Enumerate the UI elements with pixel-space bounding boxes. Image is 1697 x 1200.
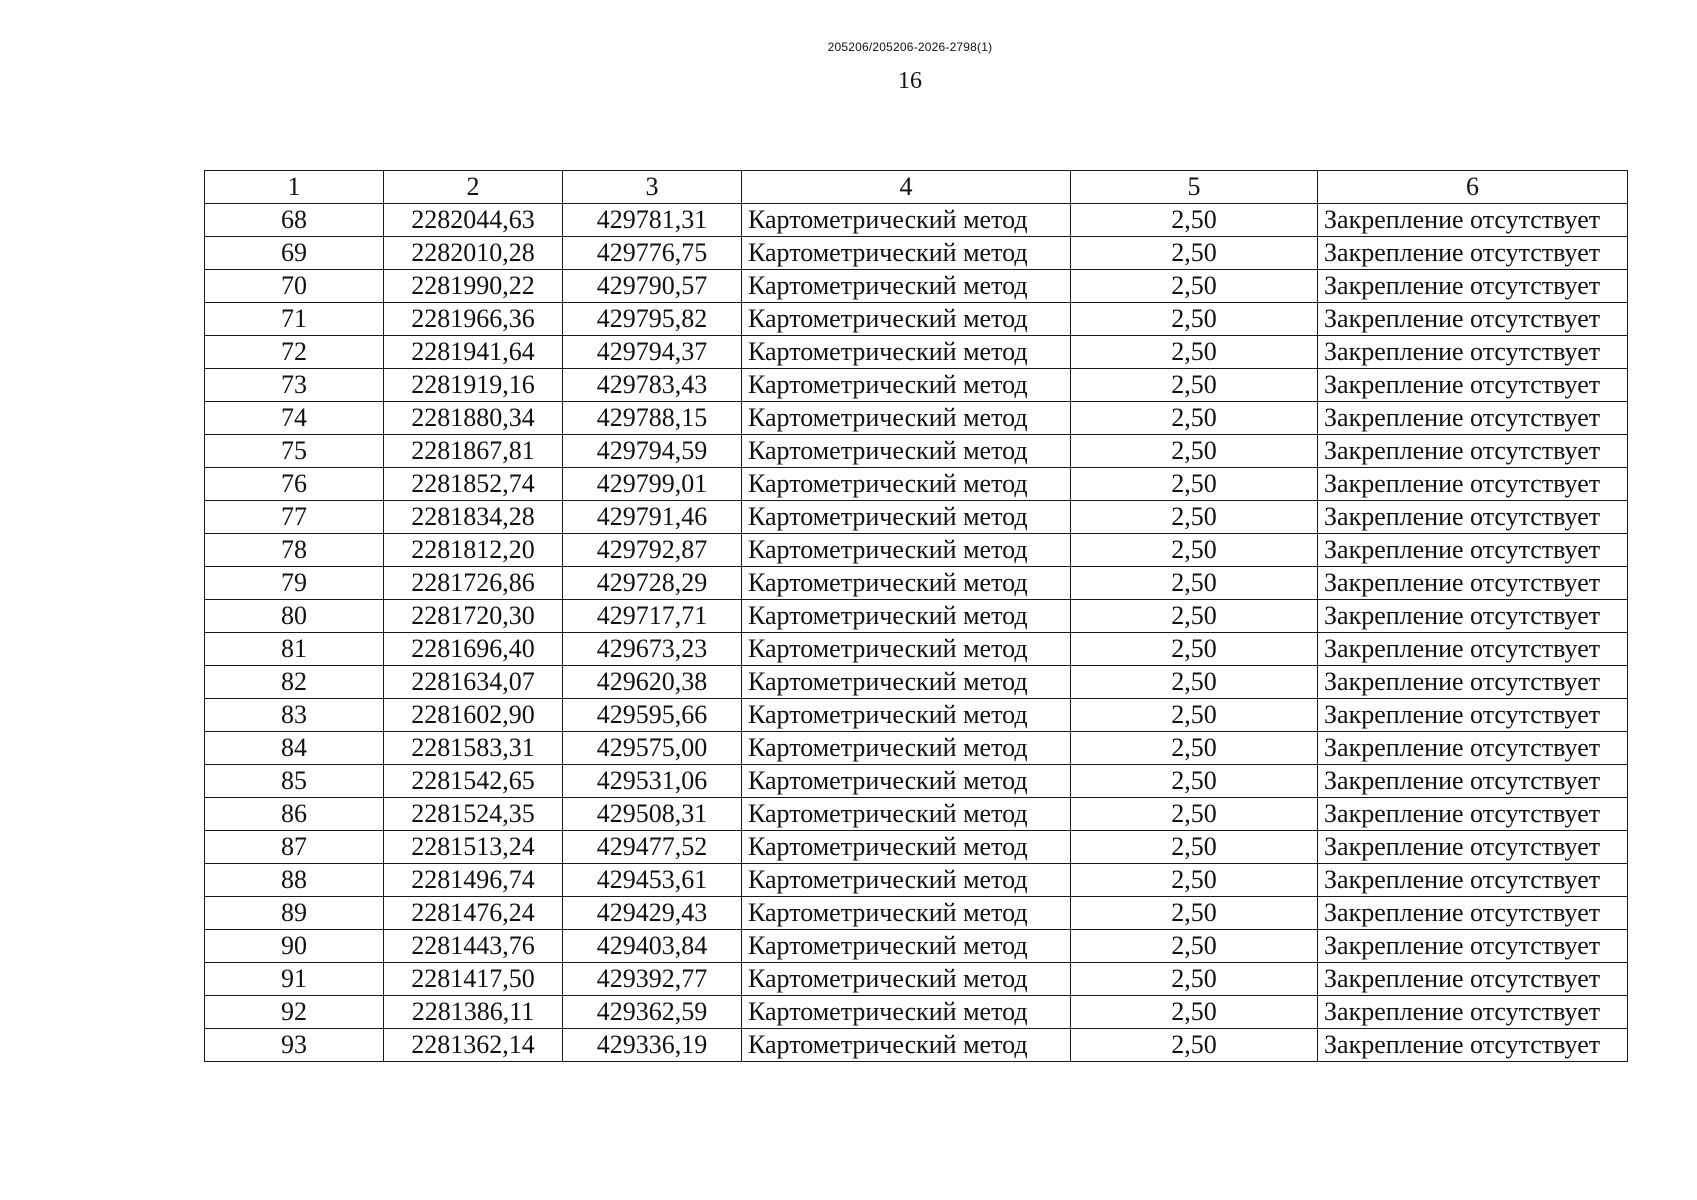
point-number-cell: 71 [205, 303, 384, 336]
x-coordinate-cell: 2281542,65 [384, 765, 563, 798]
y-coordinate-cell: 429795,82 [563, 303, 742, 336]
point-number-cell: 82 [205, 666, 384, 699]
accuracy-cell: 2,50 [1071, 1029, 1318, 1062]
table-row [205, 666, 1628, 699]
y-coordinate-cell: 429336,19 [563, 1029, 742, 1062]
accuracy-cell: 2,50 [1071, 798, 1318, 831]
method-cell: Картометрический метод [742, 270, 1071, 303]
point-number-cell: 88 [205, 864, 384, 897]
point-number-cell: 78 [205, 534, 384, 567]
x-coordinate-cell: 2281880,34 [384, 402, 563, 435]
accuracy-cell: 2,50 [1071, 336, 1318, 369]
fixing-description-cell: Закрепление отсутствует [1318, 369, 1628, 402]
accuracy-cell: 2,50 [1071, 468, 1318, 501]
table-row [205, 204, 1628, 237]
fixing-description-cell: Закрепление отсутствует [1318, 303, 1628, 336]
document-id: 205206/205206-2026-2798(1) [827, 40, 993, 54]
method-cell: Картометрический метод [742, 930, 1071, 963]
fixing-description-cell: Закрепление отсутствует [1318, 402, 1628, 435]
x-coordinate-cell: 2281362,14 [384, 1029, 563, 1062]
method-cell: Картометрический метод [742, 501, 1071, 534]
accuracy-cell: 2,50 [1071, 996, 1318, 1029]
method-cell: Картометрический метод [742, 468, 1071, 501]
fixing-description-cell: Закрепление отсутствует [1318, 567, 1628, 600]
method-cell: Картометрический метод [742, 864, 1071, 897]
fixing-description-cell: Закрепление отсутствует [1318, 897, 1628, 930]
method-cell: Картометрический метод [742, 963, 1071, 996]
method-cell: Картометрический метод [742, 666, 1071, 699]
point-number-cell: 93 [205, 1029, 384, 1062]
y-coordinate-cell: 429508,31 [563, 798, 742, 831]
x-coordinate-cell: 2281812,20 [384, 534, 563, 567]
table-row [205, 468, 1628, 501]
x-coordinate-cell: 2281834,28 [384, 501, 563, 534]
table-row [205, 633, 1628, 666]
fixing-description-cell: Закрепление отсутствует [1318, 996, 1628, 1029]
y-coordinate-cell: 429776,75 [563, 237, 742, 270]
y-coordinate-cell: 429790,57 [563, 270, 742, 303]
fixing-description-cell: Закрепление отсутствует [1318, 270, 1628, 303]
table-row [205, 831, 1628, 864]
x-coordinate-cell: 2281867,81 [384, 435, 563, 468]
accuracy-cell: 2,50 [1071, 567, 1318, 600]
x-coordinate-cell: 2282044,63 [384, 204, 563, 237]
fixing-description-cell: Закрепление отсутствует [1318, 765, 1628, 798]
method-cell: Картометрический метод [742, 897, 1071, 930]
accuracy-cell: 2,50 [1071, 204, 1318, 237]
fixing-description-cell: Закрепление отсутствует [1318, 732, 1628, 765]
y-coordinate-cell: 429794,59 [563, 435, 742, 468]
column-header: 3 [563, 171, 742, 204]
point-number-cell: 90 [205, 930, 384, 963]
table-row [205, 435, 1628, 468]
table-row [205, 336, 1628, 369]
method-cell: Картометрический метод [742, 996, 1071, 1029]
fixing-description-cell: Закрепление отсутствует [1318, 237, 1628, 270]
y-coordinate-cell: 429791,46 [563, 501, 742, 534]
point-number-cell: 83 [205, 699, 384, 732]
fixing-description-cell: Закрепление отсутствует [1318, 798, 1628, 831]
fixing-description-cell: Закрепление отсутствует [1318, 336, 1628, 369]
y-coordinate-cell: 429728,29 [563, 567, 742, 600]
method-cell: Картометрический метод [742, 369, 1071, 402]
y-coordinate-cell: 429788,15 [563, 402, 742, 435]
x-coordinate-cell: 2281386,11 [384, 996, 563, 1029]
point-number-cell: 70 [205, 270, 384, 303]
point-number-cell: 87 [205, 831, 384, 864]
table-row [205, 402, 1628, 435]
fixing-description-cell: Закрепление отсутствует [1318, 204, 1628, 237]
fixing-description-cell: Закрепление отсутствует [1318, 435, 1628, 468]
method-cell: Картометрический метод [742, 831, 1071, 864]
column-header: 5 [1071, 171, 1318, 204]
x-coordinate-cell: 2281634,07 [384, 666, 563, 699]
point-number-cell: 75 [205, 435, 384, 468]
accuracy-cell: 2,50 [1071, 402, 1318, 435]
x-coordinate-cell: 2281476,24 [384, 897, 563, 930]
column-header: 6 [1318, 171, 1628, 204]
method-cell: Картометрический метод [742, 1029, 1071, 1062]
table-row [205, 996, 1628, 1029]
method-cell: Картометрический метод [742, 798, 1071, 831]
table-row [205, 963, 1628, 996]
method-cell: Картометрический метод [742, 336, 1071, 369]
x-coordinate-cell: 2281513,24 [384, 831, 563, 864]
point-number-cell: 80 [205, 600, 384, 633]
accuracy-cell: 2,50 [1071, 831, 1318, 864]
table-row [205, 1029, 1628, 1062]
table-row [205, 798, 1628, 831]
x-coordinate-cell: 2281919,16 [384, 369, 563, 402]
y-coordinate-cell: 429403,84 [563, 930, 742, 963]
method-cell: Картометрический метод [742, 600, 1071, 633]
table-row [205, 930, 1628, 963]
y-coordinate-cell: 429799,01 [563, 468, 742, 501]
accuracy-cell: 2,50 [1071, 633, 1318, 666]
accuracy-cell: 2,50 [1071, 666, 1318, 699]
y-coordinate-cell: 429575,00 [563, 732, 742, 765]
x-coordinate-cell: 2281720,30 [384, 600, 563, 633]
accuracy-cell: 2,50 [1071, 930, 1318, 963]
y-coordinate-cell: 429392,77 [563, 963, 742, 996]
accuracy-cell: 2,50 [1071, 435, 1318, 468]
y-coordinate-cell: 429453,61 [563, 864, 742, 897]
point-number-cell: 86 [205, 798, 384, 831]
table-row [205, 699, 1628, 732]
method-cell: Картометрический метод [742, 303, 1071, 336]
accuracy-cell: 2,50 [1071, 270, 1318, 303]
y-coordinate-cell: 429781,31 [563, 204, 742, 237]
method-cell: Картометрический метод [742, 633, 1071, 666]
method-cell: Картометрический метод [742, 402, 1071, 435]
x-coordinate-cell: 2281443,76 [384, 930, 563, 963]
fixing-description-cell: Закрепление отсутствует [1318, 501, 1628, 534]
accuracy-cell: 2,50 [1071, 369, 1318, 402]
method-cell: Картометрический метод [742, 237, 1071, 270]
accuracy-cell: 2,50 [1071, 963, 1318, 996]
y-coordinate-cell: 429673,23 [563, 633, 742, 666]
table-row [205, 567, 1628, 600]
table-header-row [205, 171, 1628, 204]
table-row [205, 897, 1628, 930]
point-number-cell: 77 [205, 501, 384, 534]
accuracy-cell: 2,50 [1071, 732, 1318, 765]
y-coordinate-cell: 429620,38 [563, 666, 742, 699]
point-number-cell: 74 [205, 402, 384, 435]
accuracy-cell: 2,50 [1071, 699, 1318, 732]
table-row [205, 600, 1628, 633]
fixing-description-cell: Закрепление отсутствует [1318, 666, 1628, 699]
point-number-cell: 73 [205, 369, 384, 402]
x-coordinate-cell: 2281602,90 [384, 699, 563, 732]
column-header: 4 [742, 171, 1071, 204]
accuracy-cell: 2,50 [1071, 534, 1318, 567]
y-coordinate-cell: 429717,71 [563, 600, 742, 633]
method-cell: Картометрический метод [742, 765, 1071, 798]
x-coordinate-cell: 2281417,50 [384, 963, 563, 996]
method-cell: Картометрический метод [742, 435, 1071, 468]
method-cell: Картометрический метод [742, 567, 1071, 600]
table-row [205, 765, 1628, 798]
y-coordinate-cell: 429792,87 [563, 534, 742, 567]
fixing-description-cell: Закрепление отсутствует [1318, 831, 1628, 864]
fixing-description-cell: Закрепление отсутствует [1318, 468, 1628, 501]
point-number-cell: 81 [205, 633, 384, 666]
point-number-cell: 79 [205, 567, 384, 600]
accuracy-cell: 2,50 [1071, 303, 1318, 336]
point-number-cell: 92 [205, 996, 384, 1029]
point-number-cell: 72 [205, 336, 384, 369]
y-coordinate-cell: 429531,06 [563, 765, 742, 798]
accuracy-cell: 2,50 [1071, 897, 1318, 930]
table-row [205, 864, 1628, 897]
table-row [205, 732, 1628, 765]
x-coordinate-cell: 2281524,35 [384, 798, 563, 831]
x-coordinate-cell: 2281852,74 [384, 468, 563, 501]
x-coordinate-cell: 2281990,22 [384, 270, 563, 303]
accuracy-cell: 2,50 [1071, 501, 1318, 534]
accuracy-cell: 2,50 [1071, 864, 1318, 897]
fixing-description-cell: Закрепление отсутствует [1318, 534, 1628, 567]
table-row [205, 501, 1628, 534]
point-number-cell: 89 [205, 897, 384, 930]
x-coordinate-cell: 2281966,36 [384, 303, 563, 336]
x-coordinate-cell: 2281496,74 [384, 864, 563, 897]
accuracy-cell: 2,50 [1071, 600, 1318, 633]
fixing-description-cell: Закрепление отсутствует [1318, 930, 1628, 963]
point-number-cell: 69 [205, 237, 384, 270]
fixing-description-cell: Закрепление отсутствует [1318, 633, 1628, 666]
fixing-description-cell: Закрепление отсутствует [1318, 600, 1628, 633]
coordinates-table [204, 170, 1628, 1062]
x-coordinate-cell: 2281696,40 [384, 633, 563, 666]
accuracy-cell: 2,50 [1071, 765, 1318, 798]
y-coordinate-cell: 429362,59 [563, 996, 742, 1029]
page-number: 16 [898, 68, 922, 94]
y-coordinate-cell: 429794,37 [563, 336, 742, 369]
x-coordinate-cell: 2281941,64 [384, 336, 563, 369]
fixing-description-cell: Закрепление отсутствует [1318, 963, 1628, 996]
accuracy-cell: 2,50 [1071, 237, 1318, 270]
table-row [205, 303, 1628, 336]
point-number-cell: 76 [205, 468, 384, 501]
point-number-cell: 91 [205, 963, 384, 996]
column-header: 2 [384, 171, 563, 204]
method-cell: Картометрический метод [742, 732, 1071, 765]
fixing-description-cell: Закрепление отсутствует [1318, 864, 1628, 897]
method-cell: Картометрический метод [742, 204, 1071, 237]
method-cell: Картометрический метод [742, 699, 1071, 732]
table-row [205, 270, 1628, 303]
point-number-cell: 84 [205, 732, 384, 765]
method-cell: Картометрический метод [742, 534, 1071, 567]
table-row [205, 237, 1628, 270]
fixing-description-cell: Закрепление отсутствует [1318, 1029, 1628, 1062]
table-row [205, 534, 1628, 567]
point-number-cell: 68 [205, 204, 384, 237]
x-coordinate-cell: 2281583,31 [384, 732, 563, 765]
y-coordinate-cell: 429595,66 [563, 699, 742, 732]
y-coordinate-cell: 429783,43 [563, 369, 742, 402]
table-row [205, 369, 1628, 402]
x-coordinate-cell: 2281726,86 [384, 567, 563, 600]
fixing-description-cell: Закрепление отсутствует [1318, 699, 1628, 732]
y-coordinate-cell: 429477,52 [563, 831, 742, 864]
column-header: 1 [205, 171, 384, 204]
x-coordinate-cell: 2282010,28 [384, 237, 563, 270]
y-coordinate-cell: 429429,43 [563, 897, 742, 930]
point-number-cell: 85 [205, 765, 384, 798]
